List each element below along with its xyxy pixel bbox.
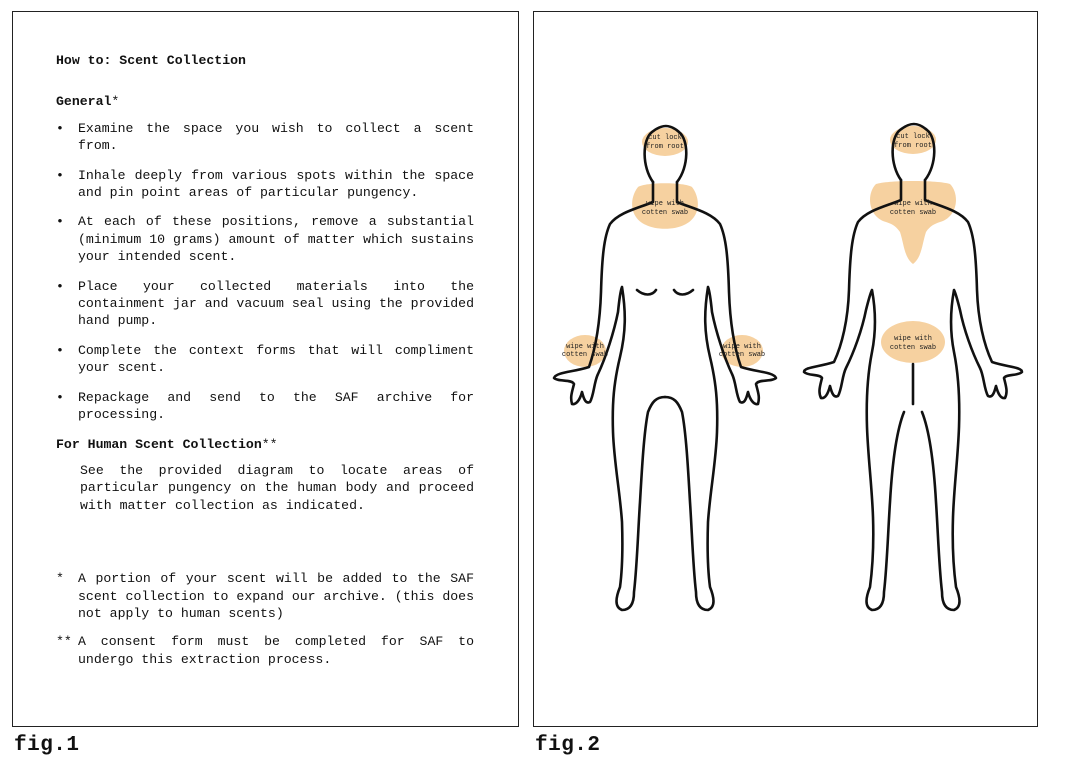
- general-heading-text: General: [56, 94, 112, 110]
- front-right-side: [665, 182, 776, 610]
- back-highlights: [870, 126, 956, 363]
- general-heading-mark: *: [111, 94, 120, 110]
- front-neck-label-line2: cotten swab: [641, 209, 689, 217]
- back-left-side: [804, 180, 904, 610]
- step-item: • Examine the space you wish to collect a scent from.: [56, 120, 474, 155]
- instructions-document: [56, 52, 474, 679]
- footnote-text: A consent form must be completed for SAF to undergo this extraction process.: [78, 634, 474, 667]
- footnote-text: A portion of your scent will be added to the SAF scent collection to expand our archive. (this does not apply to human scents): [78, 571, 474, 621]
- front-chest-right: [674, 290, 693, 295]
- fig1-caption: fig.1: [14, 734, 80, 757]
- fig2-panel: [533, 11, 1038, 727]
- footnote: [56, 633, 474, 668]
- human-heading-text: For Human Scent Collection: [56, 436, 262, 452]
- body-diagram: [534, 12, 1039, 728]
- doc-title: How to: Scent Collection: [56, 53, 246, 68]
- front-head-label-line2: from root: [646, 143, 684, 151]
- front-right-wrist-label-line2: cotten swab: [718, 351, 766, 359]
- back-head-label-line2: from root: [894, 142, 932, 150]
- footnote: [56, 570, 474, 622]
- back-neck-zone: [870, 181, 956, 264]
- step-item: • At each of these positions, remove a substantial (minimum 10 grams) amount of matter which sustains your intended scent.: [56, 213, 474, 265]
- footnote-symbol: **: [56, 634, 72, 650]
- fig2-caption: fig.2: [535, 734, 601, 757]
- general-heading: [56, 93, 474, 110]
- step-item: • Repackage and send to the SAF archive for processing.: [56, 389, 474, 424]
- back-lower-back-label-line1: wipe with: [894, 335, 932, 343]
- footnote-symbol: *: [56, 571, 64, 587]
- front-left-wrist-label-line1: wipe with: [566, 343, 604, 351]
- front-left-side: [554, 182, 665, 610]
- front-neck-label-line1: wipe with: [646, 200, 684, 208]
- human-heading: [56, 436, 474, 453]
- step-item: • Place your collected materials into the containment jar and vacuum seal using the provided hand pump.: [56, 278, 474, 330]
- front-head-label-line1: cut lock: [648, 134, 682, 142]
- back-lower-back-label-line2: cotten swab: [889, 344, 937, 352]
- back-right-side: [922, 180, 1022, 610]
- human-heading-mark: **: [261, 436, 278, 452]
- back-neck-label-line2: cotten swab: [889, 209, 937, 217]
- footnotes: [56, 570, 474, 668]
- step-item: • Inhale deeply from various spots within the space and pin point areas of particular pungency.: [56, 167, 474, 202]
- fig1-panel: [12, 11, 519, 727]
- front-chest-left: [637, 290, 656, 295]
- front-left-wrist-label-line2: cotten swab: [561, 351, 609, 359]
- step-item: • Complete the context forms that will compliment your scent.: [56, 342, 474, 377]
- back-neck-label-line1: wipe with: [894, 200, 932, 208]
- front-right-wrist-label-line1: wipe with: [723, 343, 761, 351]
- back-head-label-line1: cut lock: [896, 133, 930, 141]
- human-instructions: See the provided diagram to locate areas of particular pungency on the human body and proceed with matter collection as indicated.: [80, 462, 474, 513]
- steps-list: [56, 120, 474, 424]
- zone-labels: [562, 133, 936, 359]
